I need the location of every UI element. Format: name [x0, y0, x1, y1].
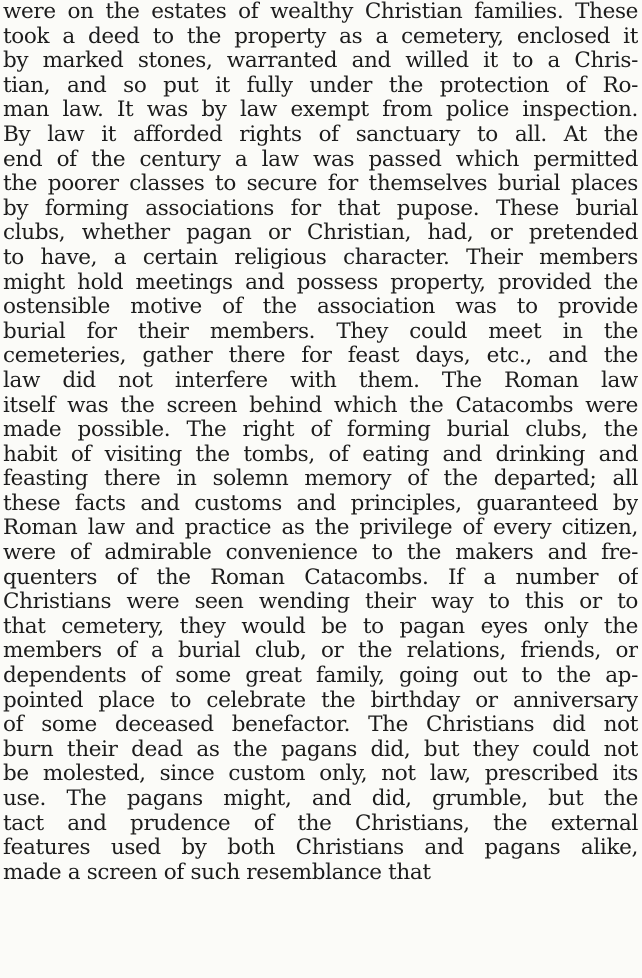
text-line: be molested, since custom only, not law, prescribed its — [3, 762, 638, 787]
text-line: burn their dead as the pagans did, but they could not — [3, 737, 638, 762]
text-line: quenters of the Roman Catacombs. If a number of — [3, 565, 638, 590]
text-line: man law. It was by law exempt from police inspection. — [3, 98, 638, 123]
text-line: tian, and so put it fully under the protection of Ro- — [3, 73, 638, 98]
text-line: dependents of some great family, going out to the ap- — [3, 664, 638, 689]
text-line: might hold meetings and possess property, provided the — [3, 270, 638, 295]
body-text — [3, 0, 638, 885]
text-line: clubs, whether pagan or Christian, had, or pretended — [3, 221, 638, 246]
text-line: feasting there in solemn memory of the departed; all — [3, 467, 638, 492]
text-line: took a deed to the property as a cemetery, enclosed it — [3, 24, 638, 49]
text-line: use. The pagans might, and did, grumble, but the — [3, 787, 638, 811]
text-line: Roman law and practice as the privilege of every citizen, — [3, 516, 638, 541]
text-line: made possible. The right of forming burial clubs, the — [3, 418, 638, 443]
text-line: of some deceased benefactor. The Christians did not — [3, 713, 638, 738]
text-line: Christians were seen wending their way to this or to — [3, 590, 638, 615]
text-line: habit of visiting the tombs, of eating and drinking and — [3, 442, 638, 467]
text-line: pointed place to celebrate the birthday or anniversary — [3, 688, 638, 713]
text-line: ostensible motive of the association was to provide — [3, 295, 638, 320]
text-line: were of admirable convenience to the makers and fre- — [3, 541, 638, 566]
text-line: cemeteries, gather there for feast days, etc., and the — [3, 344, 638, 369]
text-line: to have, a certain religious character. Their members — [3, 245, 638, 270]
text-line: were on the estates of wealthy Christian families. These — [3, 0, 638, 24]
text-line: by marked stones, warranted and willed it to a Chris- — [3, 49, 638, 74]
text-line: By law it afforded rights of sanctuary to all. At the — [3, 122, 638, 147]
text-line: itself was the screen behind which the Catacombs were — [3, 393, 638, 418]
text-line: by forming associations for that pupose. These burial — [3, 196, 638, 221]
text-line: members of a burial club, or the relations, friends, or — [3, 639, 638, 664]
text-line-last: made a screen of such resemblance that — [3, 860, 431, 885]
text-line: features used by both Christians and pagans alike, — [3, 836, 638, 861]
text-line: that cemetery, they would be to pagan eyes only the — [3, 614, 638, 639]
text-line: law did not interfere with them. The Roman law — [3, 368, 638, 393]
text-line: tact and prudence of the Christians, the external — [3, 811, 638, 836]
text-line: these facts and customs and principles, guaranteed by — [3, 491, 638, 516]
text-line: burial for their members. They could meet in the — [3, 319, 638, 344]
text-line: end of the century a law was passed which permitted — [3, 147, 638, 172]
text-line: the poorer classes to secure for themselves burial places — [3, 172, 638, 197]
